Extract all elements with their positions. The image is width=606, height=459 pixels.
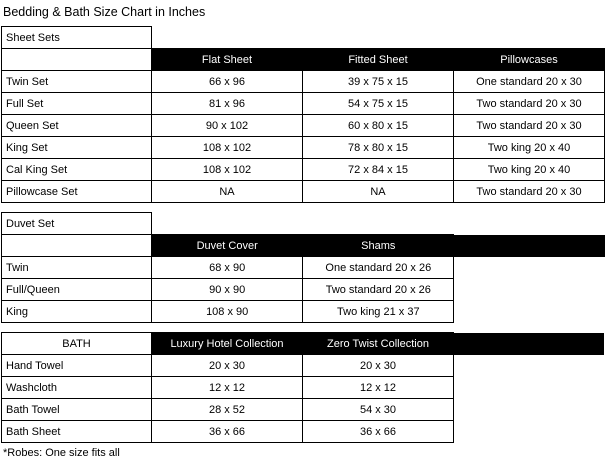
spacer-cell: [454, 235, 605, 257]
column-header: Fitted Sheet: [303, 49, 454, 71]
row-value: 36 x 66: [152, 421, 303, 443]
footnote: *Robes: One size fits all: [3, 447, 120, 459]
row-label: King Set: [2, 137, 152, 159]
row-label: Twin Set: [2, 71, 152, 93]
column-header: Luxury Hotel Collection: [152, 333, 303, 355]
section-label-bath: BATH: [2, 333, 152, 355]
column-header: Zero Twist Collection: [303, 333, 454, 355]
row-value: 20 x 30: [152, 355, 303, 377]
row-value: Two standard 20 x 30: [454, 115, 605, 137]
section-label-row: [2, 27, 605, 49]
row-value: Two king 20 x 40: [454, 137, 605, 159]
row-value: 54 x 30: [303, 399, 454, 421]
section-label-duvet-set: Duvet Set: [2, 213, 152, 235]
row-value: 28 x 52: [152, 399, 303, 421]
blank-cell: [152, 213, 303, 235]
row-label: Pillowcase Set: [2, 181, 152, 203]
blank-cell: [303, 213, 454, 235]
row-label: Bath Sheet: [2, 421, 152, 443]
table-row: [2, 181, 605, 203]
row-value: 108 x 102: [152, 137, 303, 159]
table-row: [2, 399, 605, 421]
row-value: One standard 20 x 30: [454, 71, 605, 93]
column-header: Pillowcases: [454, 49, 605, 71]
spacer-cell: [454, 333, 605, 355]
spacer-cell: [454, 377, 605, 399]
table-row: [2, 115, 605, 137]
row-label: Washcloth: [2, 377, 152, 399]
header-corner-cell: [2, 235, 152, 257]
row-value: 12 x 12: [303, 377, 454, 399]
row-value: 60 x 80 x 15: [303, 115, 454, 137]
row-value: 54 x 75 x 15: [303, 93, 454, 115]
row-value: 90 x 102: [152, 115, 303, 137]
row-label: Bath Towel: [2, 399, 152, 421]
section-label-sheet-sets: Sheet Sets: [2, 27, 152, 49]
table-row: [2, 71, 605, 93]
spacer-cell: [454, 421, 605, 443]
spacer-cell: [454, 279, 605, 301]
row-value: 72 x 84 x 15: [303, 159, 454, 181]
spacer-row: [2, 203, 605, 213]
bath-table: [1, 332, 605, 443]
row-value: NA: [303, 181, 454, 203]
row-value: One standard 20 x 26: [303, 257, 454, 279]
sheet-sets-table: [1, 26, 605, 212]
duvet-set-table: [1, 212, 605, 332]
table-row: [2, 421, 605, 443]
row-value: 90 x 90: [152, 279, 303, 301]
row-value: 108 x 102: [152, 159, 303, 181]
row-value: Two standard 20 x 26: [303, 279, 454, 301]
row-value: 78 x 80 x 15: [303, 137, 454, 159]
row-label: Twin: [2, 257, 152, 279]
table-header-row: [2, 235, 606, 257]
column-header: Shams: [303, 235, 454, 257]
spacer-cell: [2, 323, 606, 333]
section-label-row: [2, 213, 606, 235]
column-header: Duvet Cover: [152, 235, 303, 257]
spacer-cell: [454, 355, 605, 377]
table-row: [2, 377, 605, 399]
table-header-row: [2, 333, 605, 355]
row-value: Two standard 20 x 30: [454, 181, 605, 203]
row-value: NA: [152, 181, 303, 203]
row-value: 36 x 66: [303, 421, 454, 443]
table-row: [2, 93, 605, 115]
row-value: Two king 21 x 37: [303, 301, 454, 323]
row-label: Hand Towel: [2, 355, 152, 377]
column-header: Flat Sheet: [152, 49, 303, 71]
table-header-row: [2, 49, 605, 71]
table-row: [2, 301, 606, 323]
row-value: Two king 20 x 40: [454, 159, 605, 181]
row-label: Full/Queen: [2, 279, 152, 301]
spacer-cell: [454, 399, 605, 421]
spacer-cell: [2, 203, 605, 213]
header-corner-cell: [2, 49, 152, 71]
row-value: 66 x 96: [152, 71, 303, 93]
row-value: 20 x 30: [303, 355, 454, 377]
blank-cell: [454, 213, 605, 235]
row-value: 39 x 75 x 15: [303, 71, 454, 93]
row-label: Cal King Set: [2, 159, 152, 181]
spacer-cell: [454, 301, 605, 323]
row-value: 81 x 96: [152, 93, 303, 115]
page-title: Bedding & Bath Size Chart in Inches: [3, 5, 206, 19]
spacer-cell: [454, 257, 605, 279]
table-row: [2, 279, 606, 301]
row-value: 108 x 90: [152, 301, 303, 323]
table-row: [2, 137, 605, 159]
table-row: [2, 355, 605, 377]
blank-cell: [303, 27, 454, 49]
row-label: Queen Set: [2, 115, 152, 137]
row-label: King: [2, 301, 152, 323]
row-value: Two standard 20 x 30: [454, 93, 605, 115]
table-row: [2, 257, 606, 279]
spacer-row: [2, 323, 606, 333]
row-value: 12 x 12: [152, 377, 303, 399]
row-value: 68 x 90: [152, 257, 303, 279]
blank-cell: [454, 27, 605, 49]
blank-cell: [152, 27, 303, 49]
row-label: Full Set: [2, 93, 152, 115]
table-row: [2, 159, 605, 181]
